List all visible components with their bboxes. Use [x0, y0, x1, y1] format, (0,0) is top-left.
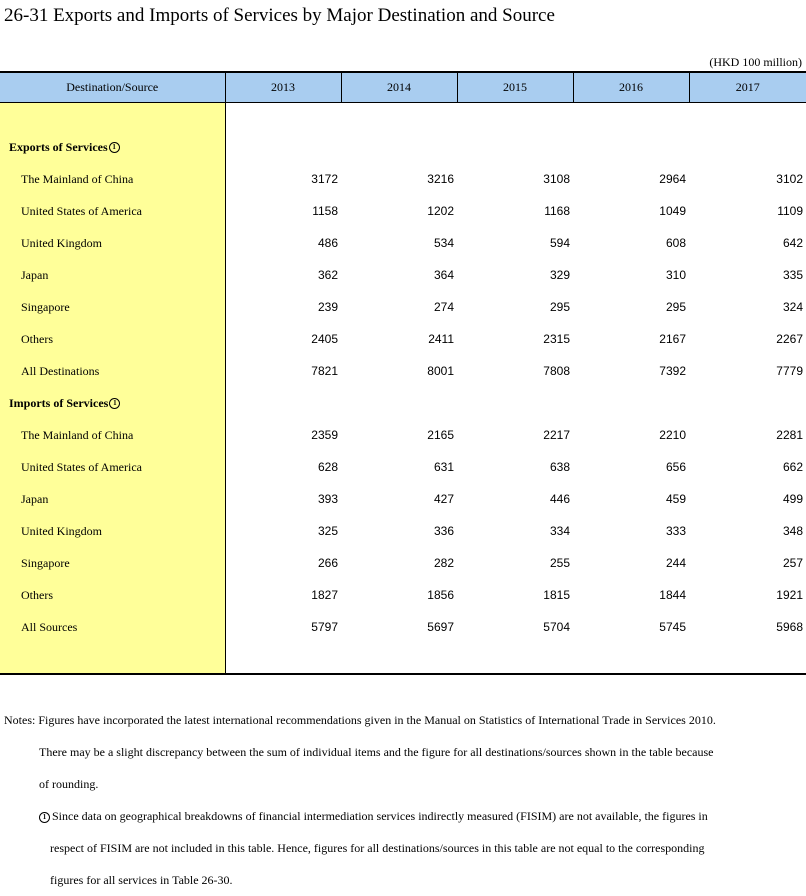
value-cell: 2411 — [428, 332, 454, 346]
note-line: Notes: Figures have incorporated the latest international recommendations given in the Manual on Statistics of International Trade in Services 2010. — [4, 713, 716, 727]
row-label: United States of America — [0, 451, 225, 483]
note-line: respect of FISIM are not included in this table. Hence, figures for all destinations/sources in this table are not equal to the corresponding — [50, 841, 705, 855]
column-header-2014: 2014 — [341, 72, 457, 103]
value-cell: 2165 — [427, 428, 454, 442]
column-header-2015: 2015 — [457, 72, 573, 103]
value-cell: 2281 — [776, 428, 803, 442]
value-cell: 3102 — [776, 172, 803, 186]
value-cell: 427 — [433, 492, 454, 506]
section-header-exports — [0, 131, 806, 163]
value-cell: 656 — [665, 460, 686, 474]
row-label: Others — [0, 579, 225, 611]
value-cell: 1158 — [312, 204, 338, 218]
value-cell: 1202 — [427, 204, 454, 218]
value-cell: 1921 — [776, 588, 803, 602]
table-row — [0, 483, 806, 515]
table-row — [0, 451, 806, 483]
value-cell: 362 — [317, 268, 338, 282]
value-cell: 364 — [433, 268, 454, 282]
section-header-imports — [0, 387, 806, 419]
table-row — [0, 291, 806, 323]
row-label: The Mainland of China — [0, 163, 225, 195]
row-label: All Destinations — [0, 355, 225, 387]
table-row — [0, 547, 806, 579]
note-marker-icon: 1 — [109, 398, 120, 409]
value-cell: 310 — [665, 268, 686, 282]
row-label: Japan — [0, 483, 225, 515]
value-cell: 1856 — [427, 588, 454, 602]
value-cell: 459 — [665, 492, 686, 506]
row-label: United Kingdom — [0, 515, 225, 547]
row-label: United Kingdom — [0, 227, 225, 259]
value-cell: 3216 — [427, 172, 454, 186]
value-cell: 2167 — [659, 332, 686, 346]
value-cell: 257 — [782, 556, 803, 570]
table-row — [0, 515, 806, 547]
value-cell: 2315 — [543, 332, 570, 346]
value-cell: 348 — [782, 524, 803, 538]
value-cell: 1827 — [311, 588, 338, 602]
note-line: of rounding. — [39, 777, 99, 791]
value-cell: 255 — [549, 556, 570, 570]
page-title: 26-31 Exports and Imports of Services by Major Destination and Source — [4, 5, 555, 26]
column-header-2016: 2016 — [573, 72, 689, 103]
row-label: Japan — [0, 259, 225, 291]
column-header-2013: 2013 — [225, 72, 341, 103]
value-cell: 336 — [433, 524, 454, 538]
column-header-2017: 2017 — [689, 72, 806, 103]
value-cell: 2359 — [311, 428, 338, 442]
value-cell: 334 — [549, 524, 570, 538]
value-cell: 274 — [433, 300, 454, 314]
row-label: Singapore — [0, 291, 225, 323]
value-cell: 8001 — [427, 364, 454, 378]
value-cell: 7392 — [659, 364, 686, 378]
header-row — [0, 72, 806, 103]
notes-section — [4, 704, 804, 896]
value-cell: 1168 — [544, 204, 570, 218]
value-cell: 7808 — [543, 364, 570, 378]
value-cell: 239 — [317, 300, 338, 314]
value-cell: 3172 — [311, 172, 338, 186]
value-cell: 335 — [782, 268, 803, 282]
value-cell: 1844 — [659, 588, 686, 602]
value-cell: 295 — [549, 300, 570, 314]
note-line: Since data on geographical breakdowns of financial intermediation services indirectly measured (FISIM) are not available, the figures in — [52, 809, 708, 823]
value-cell: 628 — [317, 460, 338, 474]
table-row — [0, 611, 806, 643]
table-row — [0, 323, 806, 355]
section-label-exports: Exports of Services — [9, 139, 108, 154]
value-cell: 662 — [782, 460, 803, 474]
value-cell: 2217 — [543, 428, 570, 442]
table-body — [0, 103, 806, 675]
services-table — [0, 71, 806, 675]
value-cell: 282 — [433, 556, 454, 570]
row-label: The Mainland of China — [0, 419, 225, 451]
column-header-destination: Destination/Source — [0, 72, 225, 103]
value-cell: 1109 — [777, 204, 803, 218]
value-cell: 534 — [433, 236, 454, 250]
value-cell: 266 — [317, 556, 338, 570]
value-cell: 2267 — [776, 332, 803, 346]
value-cell: 1815 — [543, 588, 570, 602]
note-line: figures for all services in Table 26-30. — [50, 873, 233, 887]
value-cell: 642 — [782, 236, 803, 250]
value-cell: 631 — [433, 460, 454, 474]
table-row — [0, 259, 806, 291]
value-cell: 638 — [549, 460, 570, 474]
value-cell: 2405 — [311, 332, 338, 346]
row-label: Singapore — [0, 547, 225, 579]
unit-label: (HKD 100 million) — [709, 55, 802, 69]
value-cell: 333 — [665, 524, 686, 538]
value-cell: 7821 — [311, 364, 338, 378]
note-line: There may be a slight discrepancy between the sum of individual items and the figure for all destinations/sources shown in the table because — [39, 745, 714, 759]
row-label: All Sources — [0, 611, 225, 643]
table-row — [0, 163, 806, 195]
value-cell: 5697 — [427, 620, 454, 634]
value-cell: 499 — [782, 492, 803, 506]
table-row — [0, 195, 806, 227]
table-row — [0, 419, 806, 451]
value-cell: 5704 — [543, 620, 570, 634]
value-cell: 325 — [317, 524, 338, 538]
value-cell: 5968 — [776, 620, 803, 634]
value-cell: 2964 — [659, 172, 686, 186]
value-cell: 7779 — [776, 364, 803, 378]
value-cell: 3108 — [543, 172, 570, 186]
value-cell: 244 — [665, 556, 686, 570]
section-label-imports: Imports of Services — [9, 395, 109, 410]
value-cell: 295 — [665, 300, 686, 314]
value-cell: 5745 — [659, 620, 686, 634]
row-label: Others — [0, 323, 225, 355]
row-label: United States of America — [0, 195, 225, 227]
value-cell: 1049 — [659, 204, 686, 218]
table-row — [0, 579, 806, 611]
value-cell: 2210 — [659, 428, 686, 442]
value-cell: 446 — [549, 492, 570, 506]
value-cell: 324 — [782, 300, 803, 314]
note-marker-icon: 1 — [39, 812, 50, 823]
value-cell: 594 — [549, 236, 570, 250]
value-cell: 393 — [317, 492, 338, 506]
note-marker-icon: 1 — [109, 142, 120, 153]
value-cell: 608 — [665, 236, 686, 250]
value-cell: 486 — [317, 236, 338, 250]
table-row — [0, 227, 806, 259]
value-cell: 5797 — [311, 620, 338, 634]
value-cell: 329 — [549, 268, 570, 282]
table-row — [0, 355, 806, 387]
